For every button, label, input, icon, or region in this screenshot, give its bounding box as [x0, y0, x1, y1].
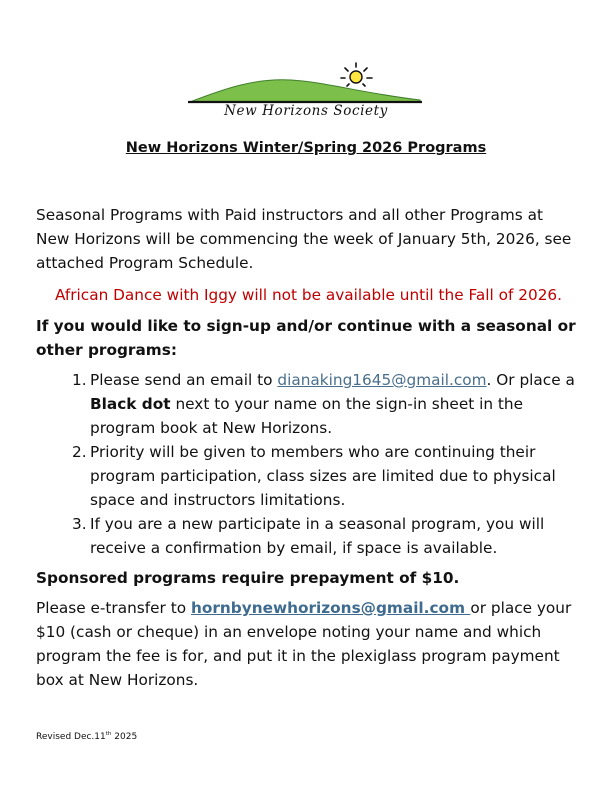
- list-item: [36, 512, 581, 560]
- etransfer-text: Please e-transfer to: [36, 599, 191, 617]
- revised-date: [36, 731, 137, 742]
- list-item: [36, 440, 581, 512]
- step-text: . Or place a: [486, 371, 575, 389]
- step-text: Please send an email to: [90, 371, 278, 389]
- step-text: next to your name on the sign-in sheet in the program book at New Horizons.: [90, 395, 524, 437]
- revised-suffix: 2025: [111, 732, 138, 742]
- etransfer-paragraph: [36, 596, 581, 692]
- signup-steps-list: [36, 368, 581, 560]
- black-dot-emphasis: Black dot: [90, 395, 171, 413]
- new-horizons-logo: [186, 60, 426, 126]
- page-title: New Horizons Winter/Spring 2026 Programs: [125, 140, 487, 156]
- list-item: [36, 368, 581, 440]
- notice-paragraph: African Dance with Iggy will not be available until the Fall of 2026.: [54, 286, 563, 304]
- revised-superscript: th: [105, 731, 112, 737]
- intro-paragraph: Seasonal Programs with Paid instructors and all other Programs at New Horizons will be commencing the week of January 5th, 2026, see attached Program Schedule.: [36, 206, 572, 272]
- revised-prefix: Revised Dec.11: [36, 732, 106, 742]
- list-number: 1.: [72, 371, 87, 389]
- email-link-hornby[interactable]: hornbynewhorizons@gmail.com: [190, 599, 471, 617]
- signup-heading: If you would like to sign-up and/or continue with a seasonal or other programs:: [36, 317, 576, 359]
- list-number: 3.: [72, 515, 87, 533]
- email-link-diana[interactable]: dianaking1645@gmail.com: [277, 371, 487, 389]
- step-text: Priority will be given to members who are continuing their program participation, class sizes are limited due to physical space and instructors limitations.: [90, 443, 556, 509]
- logo-text: New Horizons Society: [224, 103, 388, 119]
- etransfer-text: or place your $10 (cash or cheque) in an envelope noting your name and which program the fee is for, and put it in the plexiglass program payment box at New Horizons.: [36, 599, 572, 689]
- step-text: If you are a new participate in a seasonal program, you will receive a confirmation by email, if space is available.: [90, 515, 545, 557]
- list-number: 2.: [72, 443, 87, 461]
- sponsored-paragraph: Sponsored programs require prepayment of $10.: [36, 569, 460, 587]
